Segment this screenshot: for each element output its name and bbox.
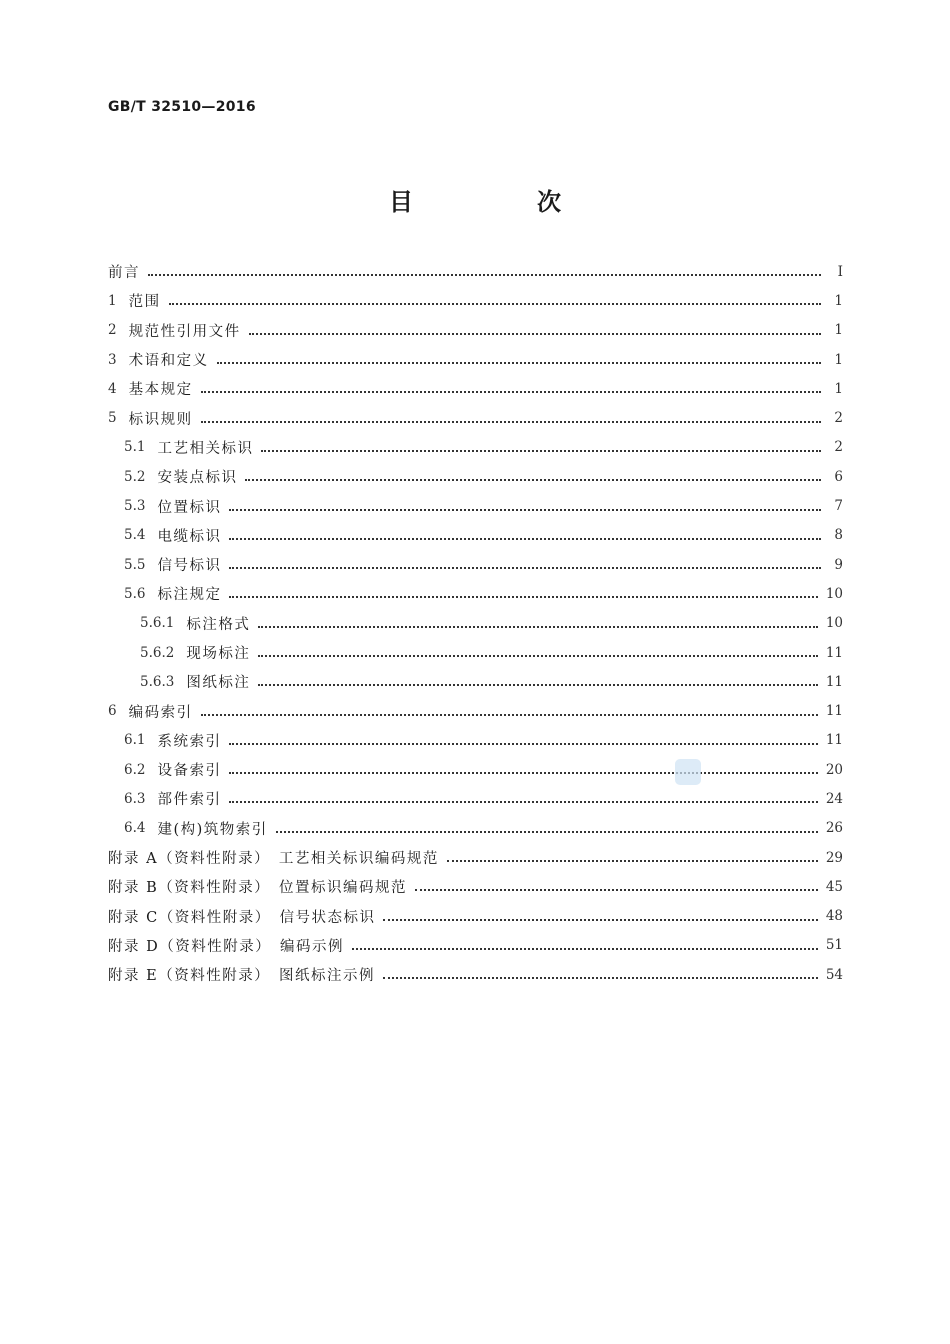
toc-entry-number: 5.6 — [124, 585, 146, 602]
toc-entry-page: 2 — [834, 410, 843, 427]
toc-entry-label: 附录 A（资料性附录） 工艺相关标识编码规范 — [108, 851, 439, 868]
toc-entry-number: 5.5 — [124, 556, 146, 573]
toc-leader-dots — [258, 654, 817, 657]
toc-entry-label: 图纸标注 — [186, 675, 251, 692]
toc-leader-dots — [201, 420, 821, 423]
toc-leader-dots — [169, 302, 821, 305]
toc-entry-label: 标识规则 — [128, 411, 193, 428]
toc-leader-dots — [261, 449, 821, 452]
toc-entry-label: 附录 E（资料性附录） 图纸标注示例 — [108, 968, 375, 985]
toc-leader-dots — [447, 859, 818, 862]
toc-entry[interactable] — [108, 462, 843, 491]
toc-entry-page: 51 — [825, 937, 843, 954]
toc-entry-label: 工艺相关标识 — [157, 440, 254, 457]
toc-entry-page: 24 — [825, 790, 843, 807]
toc-entry-label: 系统索引 — [157, 733, 222, 750]
toc-leader-dots — [229, 508, 821, 511]
toc-entry[interactable] — [108, 784, 843, 813]
toc-entry[interactable] — [108, 931, 843, 960]
toc-entry-page: 10 — [825, 585, 843, 602]
toc-entry-number: 3 — [108, 351, 117, 368]
toc-leader-dots — [258, 683, 817, 686]
toc-leader-dots — [148, 273, 821, 276]
toc-entry[interactable] — [108, 902, 843, 931]
toc-leader-dots — [229, 595, 817, 598]
toc-entry[interactable] — [108, 521, 843, 550]
toc-entry-number: 5.2 — [124, 468, 146, 485]
toc-entry-label: 范围 — [128, 294, 161, 311]
toc-leader-dots — [229, 566, 821, 569]
toc-entry-page: 1 — [834, 380, 843, 397]
toc-entry-page: 20 — [825, 761, 843, 778]
toc-entry-label: 附录 C（资料性附录） 信号状态标识 — [108, 909, 376, 926]
toc-entry-page: 11 — [825, 644, 843, 661]
toc-entry-page: 1 — [834, 292, 843, 309]
toc-entry-number: 5.4 — [124, 527, 146, 544]
toc-entry-label: 基本规定 — [128, 382, 193, 399]
toc-leader-dots — [383, 918, 817, 921]
toc-entry-page: 9 — [834, 556, 843, 573]
toc-entry-page: 1 — [834, 322, 843, 339]
toc-entry-page: 26 — [825, 820, 843, 837]
toc-entry-page: 7 — [834, 498, 843, 515]
toc-entry-page: 29 — [825, 849, 843, 866]
toc-entry-number: 4 — [108, 380, 117, 397]
toc-leader-dots — [276, 830, 818, 833]
toc-entry-page: 2 — [834, 439, 843, 456]
toc-entry-page: 10 — [825, 615, 843, 632]
toc-entry[interactable] — [108, 374, 843, 403]
toc-entry[interactable] — [108, 843, 843, 872]
toc-leader-dots — [229, 800, 817, 803]
toc-entry-label: 术语和定义 — [128, 353, 209, 370]
toc-entry-label: 现场标注 — [186, 646, 251, 662]
toc-entry-number: 5.6.2 — [140, 644, 175, 661]
toc-entry[interactable] — [108, 696, 843, 725]
toc-entry-number: 6.3 — [124, 790, 146, 807]
toc-entry-page: 1 — [834, 351, 843, 368]
toc-entry[interactable] — [108, 638, 843, 667]
toc-entry-number: 6.4 — [124, 820, 146, 837]
toc-entry-page: 54 — [825, 966, 843, 983]
toc-entry-page: 11 — [825, 732, 843, 749]
toc-leader-dots — [249, 332, 821, 335]
toc-entry-label: 部件索引 — [157, 792, 222, 809]
toc-leader-dots — [201, 390, 821, 393]
toc-entry-page: Ⅰ — [837, 263, 843, 280]
toc-entry-label: 电缆标识 — [157, 528, 222, 545]
standard-code: GB/T 32510—2016 — [108, 99, 256, 115]
toc-entry-number: 6 — [108, 703, 117, 720]
toc-entry-page: 45 — [825, 878, 843, 895]
toc-entry[interactable] — [108, 550, 843, 579]
toc-entry-label: 附录 B（资料性附录） 位置标识编码规范 — [108, 880, 408, 897]
toc-entry-label: 位置标识 — [157, 499, 222, 516]
toc-entry[interactable] — [108, 491, 843, 520]
toc-leader-dots — [201, 713, 818, 716]
toc-entry-label: 规范性引用文件 — [128, 323, 241, 340]
toc-entry[interactable] — [108, 814, 843, 843]
toc-entry[interactable] — [108, 433, 843, 462]
toc-entry[interactable] — [108, 286, 843, 315]
toc-leader-dots — [383, 976, 818, 979]
toc-entry-number: 6.1 — [124, 732, 146, 749]
toc-entry-number: 5.6.1 — [140, 615, 175, 632]
toc-entry-number: 5.1 — [124, 439, 146, 456]
toc-entry[interactable] — [108, 960, 843, 989]
toc-entry-label: 设备索引 — [157, 763, 222, 780]
toc-entry[interactable] — [108, 316, 843, 345]
toc-leader-dots — [245, 478, 821, 481]
toc-entry-number: 1 — [108, 292, 117, 309]
toc-entry-number: 5.6.3 — [140, 673, 175, 690]
toc-leader-dots — [217, 361, 821, 364]
table-of-contents — [108, 257, 843, 989]
toc-entry-label: 标注规定 — [157, 587, 222, 604]
toc-leader-dots — [352, 947, 818, 950]
toc-entry-page: 6 — [834, 468, 843, 485]
toc-entry[interactable] — [108, 667, 843, 696]
toc-entry-label: 前言 — [108, 265, 140, 282]
toc-entry-label: 安装点标识 — [157, 470, 238, 487]
toc-entry-label: 信号标识 — [157, 558, 222, 575]
toc-entry-label: 建(构)筑物索引 — [157, 821, 268, 838]
toc-entry-label: 编码索引 — [128, 704, 193, 721]
toc-entry-number: 2 — [108, 322, 117, 339]
toc-entry[interactable] — [108, 755, 843, 784]
toc-leader-dots — [229, 742, 817, 745]
toc-entry-label: 标注格式 — [186, 616, 251, 633]
toc-leader-dots — [229, 771, 817, 774]
toc-entry[interactable] — [108, 872, 843, 901]
watermark-logo — [675, 759, 701, 785]
page-title: 目 次 — [389, 188, 611, 216]
toc-entry[interactable] — [108, 609, 843, 638]
toc-entry[interactable] — [108, 403, 843, 432]
toc-entry[interactable] — [108, 257, 843, 286]
toc-entry[interactable] — [108, 345, 843, 374]
toc-entry[interactable] — [108, 726, 843, 755]
toc-entry-label: 附录 D（资料性附录） 编码示例 — [108, 938, 344, 955]
toc-entry-number: 6.2 — [124, 761, 146, 778]
toc-entry-number: 5 — [108, 410, 117, 427]
toc-entry-page: 48 — [825, 908, 843, 925]
toc-leader-dots — [415, 888, 818, 891]
toc-leader-dots — [258, 625, 817, 628]
toc-entry-page: 11 — [825, 703, 843, 720]
toc-entry-page: 11 — [825, 673, 843, 690]
toc-leader-dots — [229, 537, 821, 540]
toc-entry-page: 8 — [834, 527, 843, 544]
toc-entry[interactable] — [108, 579, 843, 608]
toc-entry-number: 5.3 — [124, 498, 146, 515]
